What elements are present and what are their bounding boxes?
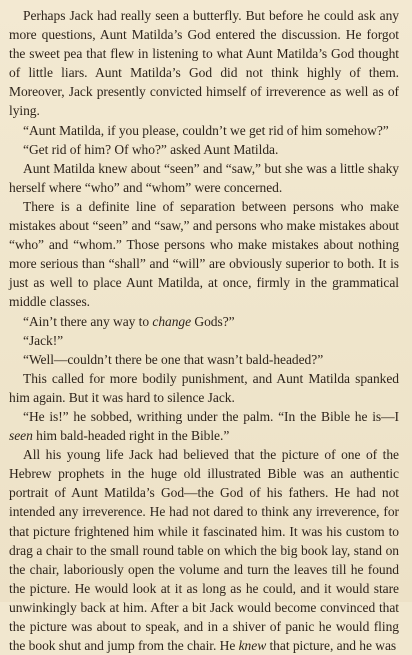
- italic-emphasis: knew: [238, 638, 267, 654]
- paragraph: “Get rid of him? Of who?” asked Aunt Matilda.: [23, 141, 279, 157]
- paragraph: “Aunt Matilda, if you please, couldn’t we get rid of him somehow?”: [23, 122, 389, 138]
- paragraph: All his young life Jack had believed that the picture of one of the Hebrew prophets in the huge old illustrated Bible was an authentic portrait of Aunt Matilda’s God—the God of his fathers. He had not intended any irreverence. He had not dared to think any irreverence, for that picture frightened him while it fascinated him. It was his custom to drag a chair to the small round table on which the big book lay, stand on the chair, laboriously open the volume and turn the leaves till he found the picture. He would look at it as long as he could, and it would stare unwinkingly back at him. After a bit Jack would become convinced that the picture was about to speak, and in a shiver of panic he would fling the book shut and jump from the chair. He knew that picture, and he was: [9, 447, 399, 654]
- paragraph: This called for more bodily punishment, and Aunt Matilda spanked him again. But it was hard to silence Jack.: [9, 370, 399, 405]
- paragraph: “He is!” he sobbed, writhing under the palm. “In the Bible he is—I seen him bald-headed right in the Bible.”: [9, 408, 399, 444]
- paragraph: “Ain’t there any way to change Gods?”: [23, 313, 235, 329]
- paragraph: Aunt Matilda knew about “seen” and “saw,” but she was a little shaky herself where “who” and “whom” were concerned.: [9, 160, 399, 195]
- italic-emphasis: change: [152, 313, 192, 329]
- paragraph: Perhaps Jack had really seen a butterfly. But before he could ask any more questions, Aunt Matilda’s God entered the discussion. He forgot the sweet pea that flew in listening to what Aunt Matilda’s God thought of little liars. Aunt Matilda’s God did not think highly of them. Moreover, Jack presently convicted himself of irreverence as well as of lying.: [9, 8, 399, 119]
- paragraph: There is a definite line of separation between persons who make mistakes about “seen” and “saw,” and persons who make mistakes about “who” and “whom.” Those persons who make mistakes about nothing more serious than “shall” and “will” are obviously superior to both. It is just as well to place Aunt Matilda, at once, firmly in the grammatical middle classes.: [9, 198, 399, 310]
- italic-emphasis: seen: [9, 428, 33, 444]
- paragraph: “Jack!”: [23, 332, 64, 348]
- paragraph: “Well—couldn’t there be one that wasn’t bald-headed?”: [23, 351, 324, 367]
